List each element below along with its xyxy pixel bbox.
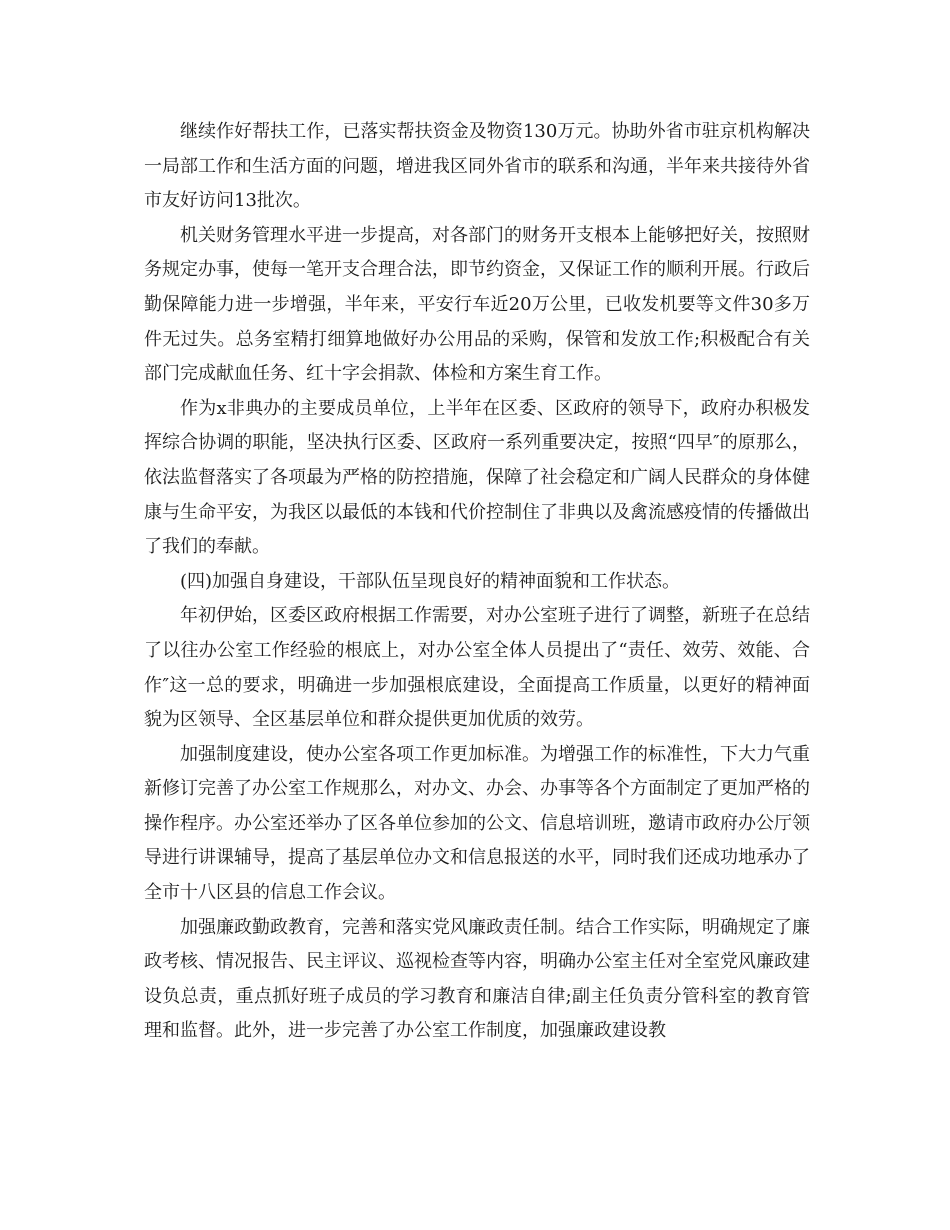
paragraph-sars-prevention: 作为x非典办的主要成员单位，上半年在区委、区政府的领导下，政府办积极发挥综合协调的职能，坚决执行区委、区政府一系列重要决定，按照“四早″的原那么，依法监督落实了各项最为严格的防控措施，保障了社会稳定和广阔人民群众的身体健康与生命平安，为我区以最低的本钱和代价控制住了非典以及禽流感疫情的传播做出了我们的奉献。 xyxy=(144,397,810,558)
paragraph-team-adjustment: 年初伊始，区委区政府根据工作需要，对办公室班子进行了调整，新班子在总结了以往办公室工作经验的根底上，对办公室全体人员提出了“责任、效劳、效能、合作″这一总的要求，明确进一步加强根底建设，全面提高工作质量，以更好的精神面貌为区领导、全区基层单位和群众提供更加优质的效劳。 xyxy=(144,605,810,731)
section-heading-self-building: (四)加强自身建设，干部队伍呈现良好的精神面貌和工作状态。 xyxy=(180,570,681,592)
paragraph-assistance-work: 继续作好帮扶工作，已落实帮扶资金及物资130万元。协助外省市驻京机构解决一局部工作和生活方面的问题，增进我区同外省市的联系和沟通，半年来共接待外省市友好访问13批次。 xyxy=(144,121,810,212)
paragraph-finance-management: 机关财务管理水平进一步提高，对各部门的财务开支根本上能够把好关，按照财务规定办事，使每一笔开支合理合法，即节约资金，又保证工作的顺利开展。行政后勤保障能力进一步增强，半年来，平安行车近20万公里，已收发机要等文件30多万件无过失。总务室精打细算地做好办公用品的采购，保管和发放工作;积极配合有关部门完成献血任务、红十字会捐款、体检和方案生育工作。 xyxy=(144,224,810,385)
document-body xyxy=(144,115,810,1049)
paragraph-system-building: 加强制度建设，使办公室各项工作更加标准。为增强工作的标准性，下大力气重新修订完善了办公室工作规那么，对办文、办会、办事等各个方面制定了更加严格的操作程序。办公室还举办了区各单位参加的公文、信息培训班，邀请市政府办公厅领导进行讲课辅导，提高了基层单位办文和信息报送的水平，同时我们还成功地承办了全市十八区县的信息工作会议。 xyxy=(144,743,810,904)
paragraph-integrity-education: 加强廉政勤政教育，完善和落实党风廉政责任制。结合工作实际，明确规定了廉政考核、情况报告、民主评议、巡视检查等内容，明确办公室主任对全室党风廉政建设负总责，重点抓好班子成员的学习教育和廉洁自律;副主任负责分管科室的教育管理和监督。此外，进一步完善了办公室工作制度，加强廉政建设教 xyxy=(144,916,810,1042)
